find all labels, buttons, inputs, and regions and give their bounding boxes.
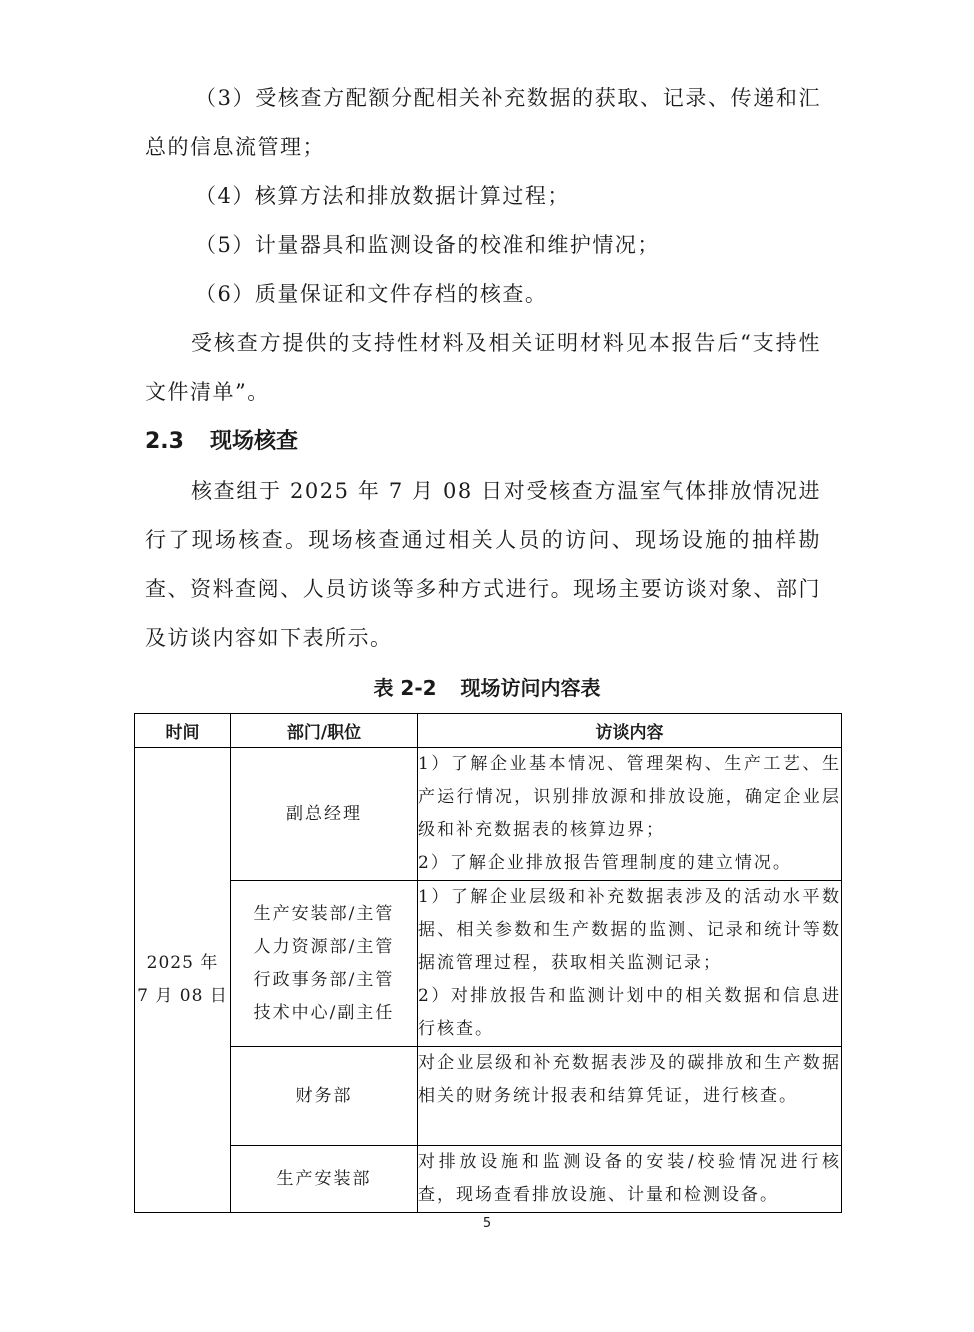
table-header-row	[135, 714, 842, 748]
dept-cell	[231, 1146, 418, 1213]
paragraph-item-3: （3）受核查方配额分配相关补充数据的获取、记录、传递和汇总的信息流管理；	[145, 86, 821, 159]
content-line: 2）对排放报告和监测计划中的相关数据和信息进行核查。	[418, 986, 841, 1039]
table-caption	[0, 672, 974, 704]
dept-line: 生产安装部	[276, 1168, 372, 1189]
table-caption-title: 现场访问内容表	[460, 676, 601, 700]
dept-line: 技术中心/副主任	[253, 1002, 395, 1023]
content-cell	[418, 1146, 842, 1213]
dept-line: 副总经理	[286, 803, 362, 824]
content-line: 2）了解企业排放报告管理制度的建立情况。	[418, 853, 792, 873]
content-line: 对企业层级和补充数据表涉及的碳排放和生产数据相关的财务统计报表和结算凭证，进行核查。	[418, 1053, 841, 1106]
content-line: 1）了解企业层级和补充数据表涉及的活动水平数据、相关参数和生产数据的监测、记录和统计等数据流管理过程，获取相关监测记录；	[418, 887, 841, 973]
header-content: 访谈内容	[418, 714, 842, 748]
paragraph-item-5: （5）计量器具和监测设备的校准和维护情况；	[195, 233, 660, 257]
dept-cell	[231, 748, 418, 881]
page-number: 5	[482, 1216, 492, 1231]
section-title: 现场核查	[209, 429, 298, 454]
table-caption-label: 表 2-2	[373, 676, 437, 700]
dept-line: 人力资源部/主管	[253, 936, 395, 957]
table-row	[135, 1047, 842, 1146]
dept-line: 生产安装部/主管	[253, 903, 395, 924]
time-line-year: 2025 年	[146, 953, 219, 973]
paragraph-item-4: （4）核算方法和排放数据计算过程；	[195, 184, 570, 208]
dept-cell	[231, 881, 418, 1047]
table-row	[135, 1146, 842, 1213]
section-heading	[145, 424, 298, 460]
header-time: 时间	[135, 714, 231, 748]
dept-line: 行政事务部/主管	[253, 969, 395, 990]
header-dept: 部门/职位	[231, 714, 418, 748]
time-line-date: 7 月 08 日	[137, 986, 228, 1006]
paragraph-item-6: （6）质量保证和文件存档的核查。	[195, 282, 548, 306]
content-line: 1）了解企业基本情况、管理架构、生产工艺、生产运行情况，识别排放源和排放设施，确定企业层级和补充数据表的核算边界；	[418, 754, 841, 840]
content-line: 对排放设施和监测设备的安装/校验情况进行核查，现场查看排放设施、计量和检测设备。	[418, 1152, 841, 1205]
dept-line: 财务部	[295, 1085, 353, 1106]
section-number: 2.3	[145, 429, 184, 454]
content-cell	[418, 748, 842, 881]
content-cell	[418, 881, 842, 1047]
paragraph-supporting-materials: 受核查方提供的支持性材料及相关证明材料见本报告后“支持性文件清单”。	[145, 331, 821, 404]
interview-table	[134, 713, 842, 1213]
content-cell	[418, 1047, 842, 1146]
time-cell	[135, 748, 231, 1213]
table-row	[135, 881, 842, 1047]
dept-cell	[231, 1047, 418, 1146]
table-row	[135, 748, 842, 881]
paragraph-onsite-verification: 核查组于 2025 年 7 月 08 日对受核查方温室气体排放情况进行了现场核查。现场核查通过相关人员的访问、现场设施的抽样勘查、资料查阅、人员访谈等多种方式进行。现场主要访谈对象、部门及访谈内容如下表所示。	[145, 479, 821, 650]
